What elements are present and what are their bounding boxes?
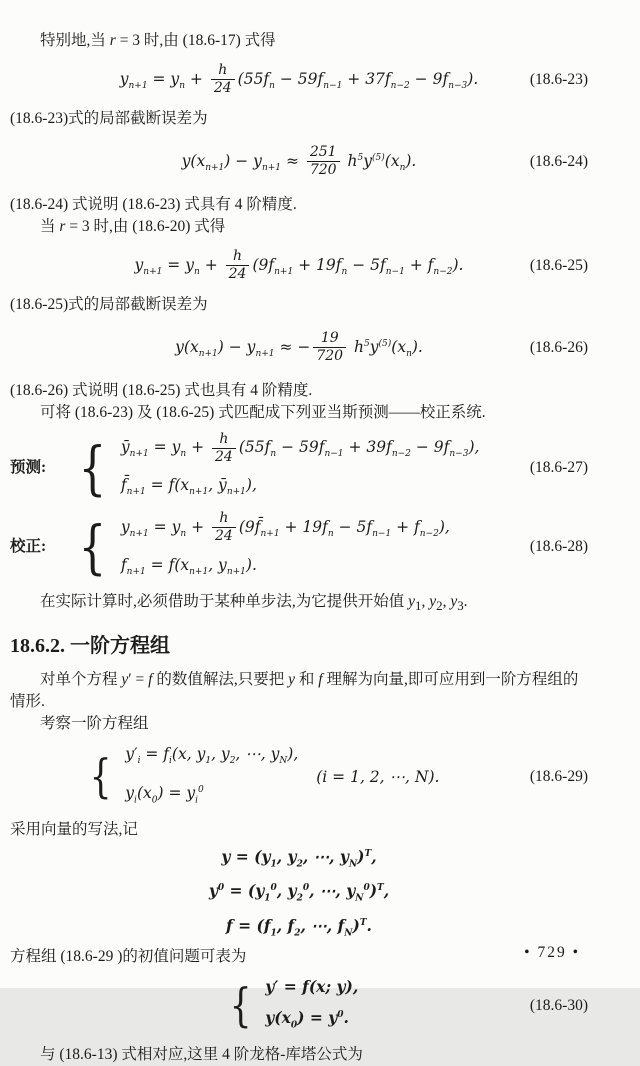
section-heading-18-6-2: 18.6.2. 一阶方程组 — [10, 634, 170, 657]
equation-18-6-28-corrector — [10, 511, 588, 582]
vector-definition-y0: $y^0 = (y_1^0$, $y_2^0$, ⋯, $y_N^0)^T$, — [208, 881, 390, 904]
equation-number: (18.6-27) — [529, 458, 588, 476]
equation-number: (18.6-30) — [529, 997, 588, 1015]
formula-adams-explicit: $y_{n+1} = y_n$ + $\frac{h}{24}$ $(55f_n - 59f_{n-1} + 37f_{n-2} - 9f_{n-3})$. — [119, 62, 479, 97]
formula-error-25: $y(x_{n+1}) - y_{n+1}$ ≈ − $\frac{19}{720}$ $h^5y^{(5)}(x_n)$. — [175, 330, 423, 365]
paragraph-starting-values: 在实际计算时,必须借助于某种单步法,为它提供开始值 $y_1$, $y_2$, $y_3$. — [40, 592, 468, 613]
predictor-line-1: $ȳ_{n+1} = y_n$ + $\frac{h}{24}$ $(55f_n - 59f_{n-1} + 39f_{n-2} - 9f_{n-3})$, — [120, 431, 480, 465]
paragraph-special-case: 特别地,当 r = 3 时,由 (18.6-17) 式得 — [40, 32, 276, 49]
equation-18-6-27-predictor — [10, 432, 588, 503]
equation-number: (18.6-24) — [529, 153, 588, 170]
ivp-line-2: $y(x_0) = y^0$. — [265, 1008, 349, 1031]
fraction-h-24: $\frac{h}{24}$ — [212, 511, 236, 543]
vector-definition-f: $f = (f_1$, $f_2$, ⋯, $f_N)^T$. — [226, 915, 372, 938]
system-line-1: $y'_i = f_i(x$, $y_1$, $y_2$, ⋯, $y_N$), — [125, 744, 299, 766]
equation-number: (18.6-25) — [529, 257, 588, 274]
corrector-line-1: $y_{n+1} = y_n$ + $\frac{h}{24}$ $(9f̄_{n+1} + 19f_n - 5f_{n-1} + f_{n-2})$, — [120, 510, 450, 545]
fraction-h-24: $\frac{h}{24}$ — [211, 63, 235, 95]
paragraph-order-accuracy-23: (18.6-24) 式说明 (18.6-23) 式具有 4 阶精度. — [10, 196, 297, 213]
fraction-251-720: $\frac{251}{720}$ — [307, 145, 340, 177]
paragraph-vector-generalization: 对单个方程 y′ = f 的数值解法,只要把 y 和 f 理解为向量,即可应用到一阶方程组的情形. — [10, 670, 579, 710]
equation-18-6-26 — [10, 322, 588, 374]
paragraph-truncation-error-23: (18.6-23)式的局部截断误差为 — [10, 110, 208, 127]
left-brace: { — [229, 978, 252, 1033]
page-number: • 729 • — [524, 944, 580, 961]
system-line-2: $y_i(x_0) = y_i^0$ — [125, 784, 204, 806]
corrector-label: 校正: — [10, 538, 47, 556]
fraction-h-24: $\frac{h}{24}$ — [212, 432, 236, 464]
formula-error-23: $y(x_{n+1}) - y_{n+1}$ ≈ $\frac{251}{720}$ $h^5y^{(5)}(x_n)$. — [181, 144, 417, 179]
corrector-line-2: $f_{n+1} = f(x_{n+1}$, $y_{n+1}$). — [120, 555, 257, 577]
ivp-line-1: y′ = f(x; y), — [265, 976, 359, 996]
equation-number: (18.6-23) — [529, 71, 588, 88]
equation-18-6-25 — [10, 244, 588, 288]
paragraph-ivp-statement: 方程组 (18.6-29 )的初值问题可表为 — [10, 947, 247, 965]
left-brace: { — [78, 433, 107, 502]
index-range: (i = 1, 2, ⋯, N). — [316, 768, 440, 787]
equation-number: (18.6-28) — [529, 538, 588, 556]
paragraph-adams-system-intro: 可将 (18.6-23) 及 (18.6-25) 式匹配成下列亚当斯预测——校正系统. — [40, 404, 486, 421]
paragraph-vector-notation: 采用向量的写法,记 — [10, 821, 138, 839]
paragraph-case-r3-implicit: 当 r = 3 时,由 (18.6-20) 式得 — [40, 218, 226, 235]
paragraph-order-accuracy-25: (18.6-26) 式说明 (18.6-25) 式也具有 4 阶精度. — [10, 382, 313, 399]
equation-18-6-29-system — [86, 743, 588, 811]
equation-number: (18.6-29) — [529, 768, 588, 786]
equation-18-6-24 — [10, 136, 588, 188]
vector-definition-y: $y = (y_1$, $y_2$, ⋯, $y_N)^T$, — [221, 847, 377, 870]
paragraph-runge-kutta-intro: 与 (18.6-13) 式相对应,这里 4 阶龙格-库塔公式为 — [40, 1046, 363, 1064]
equation-18-6-30-ivp — [226, 976, 588, 1036]
formula-adams-implicit: $y_{n+1} = y_n$ + $\frac{h}{24}$ $(9f_{n+1} + 19f_n - 5f_{n-1} + f_{n-2})$. — [134, 248, 464, 283]
fraction-h-24: $\frac{h}{24}$ — [226, 249, 250, 281]
equation-number: (18.6-26) — [529, 339, 588, 356]
fraction-19-720: $\frac{19}{720}$ — [313, 331, 346, 363]
paragraph-truncation-error-25: (18.6-25)式的局部截断误差为 — [10, 296, 208, 313]
predictor-line-2: $f̄_{n+1} = f(x_{n+1}$, $ȳ_{n+1}$), — [120, 476, 257, 498]
predictor-label: 预测: — [10, 458, 47, 476]
left-brace: { — [78, 512, 107, 581]
equation-18-6-23 — [10, 58, 588, 102]
left-brace: { — [89, 749, 112, 804]
paragraph-consider-system: 考察一阶方程组 — [40, 714, 149, 732]
